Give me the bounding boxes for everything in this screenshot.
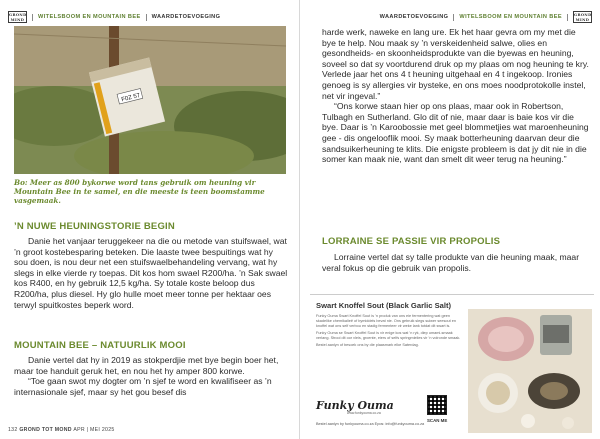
paragraph: “Ons korwe staan hier op ons plaas, maar ook in Robertson, Tulbagh en Sutherland. Glo dit of nie, maar daar is baie kos vir die bye. Daar is ’n Karoobossie met geel blommetjies wat maroenheuning gee - dis ongelooflik mooi. Sy maak botterheuning daarvan deur die sandsuikerheuning te klits. Die enigste probleem is dat jy dit nie in die somer kan maak nie, want dan smelt dit weer terug na heuning.” bbox=[322, 101, 589, 165]
ad-url[interactable]: www.funkyouma.co.za bbox=[347, 411, 381, 415]
ad-paragraph: Bestel aanlyn of besoek ons by die plaasmark elke Saterdag. bbox=[316, 343, 419, 347]
ad-title: Swart Knoffel Sout (Black Garlic Salt) bbox=[316, 301, 452, 310]
paragraph: Danie het vanjaar teruggekeer na die ou metode van stuifswael, wat ’n groot kostebesparing beteken. Die laaste twee bespuitings wat hy sou doen, is nou deur net een stuifswaelbehandeling vervang, wat hy slegs in elke vierde ry toepas. Dit kos hom swael R200/ha. ’n Sak swael kos R400, en hy gebruik 12,5 kg/ha. Sy totale koste beloop dus R200/ha, plus diesel. Hy glo hulle moet meer tonne per hektaar oes terwyl spuitkostes beperk word. bbox=[14, 236, 288, 310]
beehive-photo bbox=[14, 26, 286, 174]
beehive-illustration bbox=[14, 26, 286, 174]
header-publication: WITELSBOOM EN MOUNTAIN BEE bbox=[38, 14, 141, 20]
ad-contact: Bestel aanlyn by funkyouma.co.za Epos: info@funkyouma.co.za bbox=[316, 422, 425, 426]
right-page bbox=[300, 0, 600, 439]
magazine-logo: GROND MIND bbox=[574, 13, 592, 22]
ad-product-photo bbox=[468, 309, 592, 433]
magazine-logo: GROND MIND bbox=[9, 13, 27, 22]
advertisement[interactable] bbox=[310, 294, 594, 434]
header-publication: WITELSBOOM EN MOUNTAIN BEE bbox=[459, 14, 562, 20]
ad-brand-logo: Funky Ouma bbox=[316, 399, 394, 412]
section-heading-propolis: LORRAINE SE PASSIE VIR PROPOLIS bbox=[322, 236, 501, 247]
right-running-header bbox=[380, 10, 592, 24]
section-heading-mountain-bee: MOUNTAIN BEE – NATUURLIK MOOI bbox=[14, 340, 186, 351]
header-category: WAARDETOEVOEGING bbox=[151, 14, 221, 20]
photo-caption: Bo: Meer as 800 bykorwe word tans gebruik om heuning vir Mountain Bee in te samel, en die meeste is teen boomstamme vasgemaak. bbox=[14, 178, 265, 205]
ad-copy bbox=[316, 314, 466, 350]
paragraph: harde werk, naweke en lang ure. Ek het haar gevra om my met die bye te help. Nou maak sy ’n verskeidenheid salwe, olies en gesondheids- en skoonheidsprodukte van die byewas en heuning, soveel so dat sy voortdurend druk op my plaas om nog heuning te kry. Verlede jaar het ons 4 t heuning uitgehaal en 4 t ingekoop. Ironies genoeg is sy allergies vir bysteke, en ons moes noodprotokolle instel, net vir ingeval.” bbox=[322, 27, 589, 101]
page-number: 132 bbox=[8, 427, 18, 433]
product-illustration bbox=[468, 309, 592, 433]
scan-me-label: SCAN ME bbox=[427, 418, 448, 423]
hive-number-label: F0Z 57 bbox=[120, 92, 141, 104]
paragraph: “Toe gaan swot my dogter om ’n sjef te word en kwalifiseer as ’n internasionale sjef, maar sy het gou besef dis bbox=[14, 376, 272, 397]
ad-paragraph: Funky Ouma Swart Knoffel Sout is ’n produk van ons eie fermentering wat geen skadelike chemikalieë of bymiddels bevat nie. Ons gebruik slegs suiwer seesout en knoffel wat ons self verbou en stadig fermenteer vir weke lank totdat dit swart is. bbox=[316, 314, 456, 328]
paragraph: Danie vertel dat hy in 2019 as stokperdjie met bye begin boer het, maar toe handuit geruk het, en nou het hy amper 800 korwe. bbox=[14, 355, 279, 376]
section2-body bbox=[14, 355, 288, 397]
paragraph: Lorraine vertel dat sy talle produkte van die heuning maak, maar veral fokus op die gebruik van propolis. bbox=[322, 252, 580, 273]
qr-code-icon[interactable] bbox=[427, 395, 447, 415]
left-running-header bbox=[8, 10, 220, 24]
header-category: WAARDETOEVOEGING bbox=[379, 14, 449, 20]
ad-paragraph: Funky Ouma se Swart Knoffel Sout is vir enige kos wat ’n ryk, diep umami-smaak verlang. Strooi dit oor vleis, groente, eiers of selfs springmielies vir ’n volronde smaak. bbox=[316, 331, 461, 340]
section3-body bbox=[322, 252, 590, 273]
section1-body bbox=[14, 236, 288, 310]
footer-issue: APR | MEI 2025 bbox=[73, 427, 115, 433]
section-heading-new-honey-story: ’N NUWE HEUNINGSTORIE BEGIN bbox=[14, 221, 175, 232]
footer-brand: GROND TOT MOND bbox=[19, 427, 72, 433]
continued-body bbox=[322, 27, 590, 165]
left-footer bbox=[8, 427, 115, 433]
